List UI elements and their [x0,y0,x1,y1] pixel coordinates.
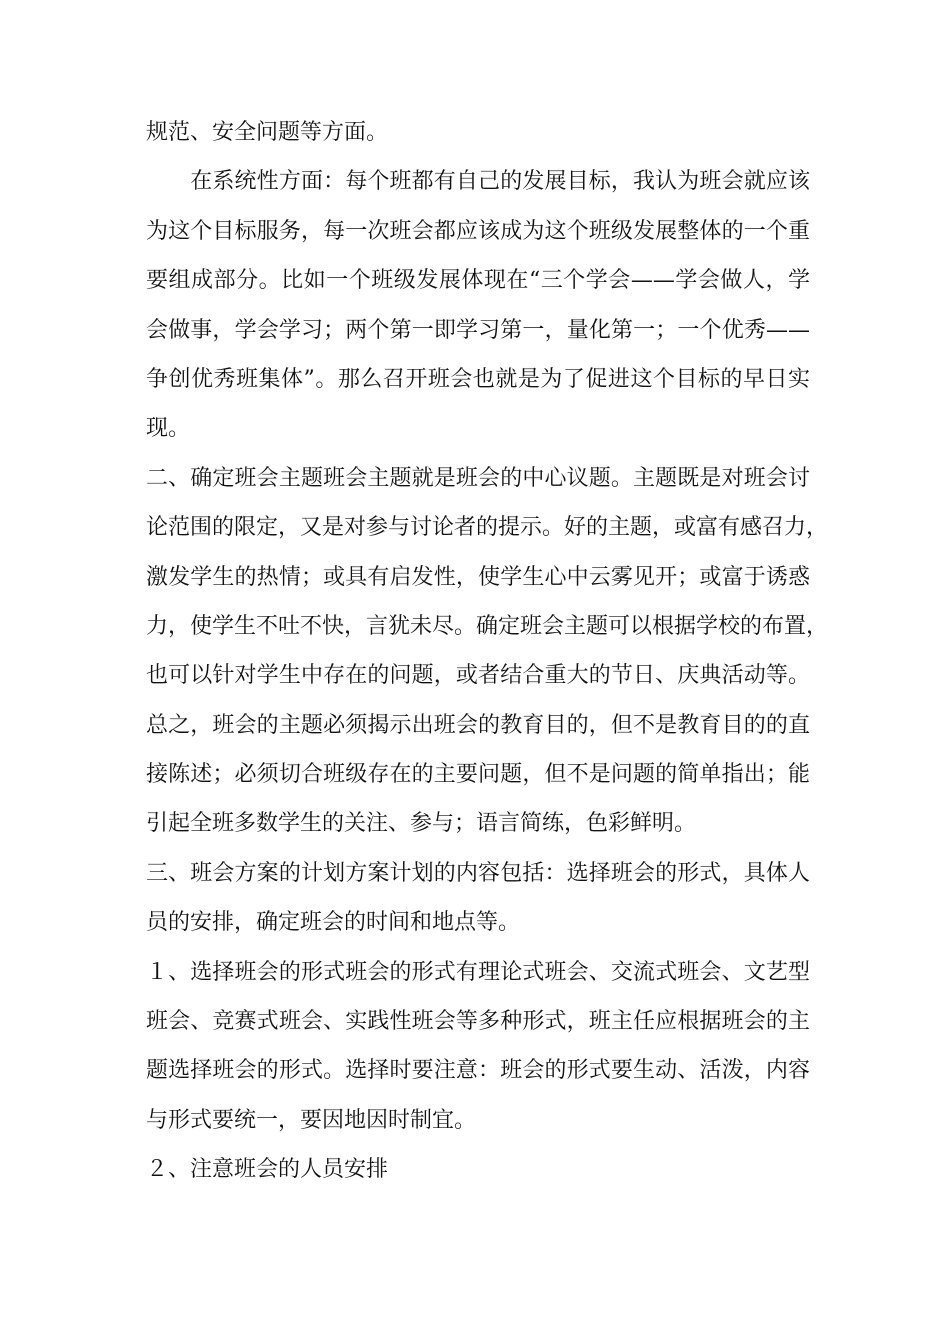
text-line: 论范围的限定，又是对参与讨论者的提示。好的主题，或富有感召力， [146,515,829,541]
text-line: 与形式要统一，要因地因时制宜。 [146,1107,477,1133]
text-line: 二、确定班会主题班会主题就是班会的中心议题。主题既是对班会讨 [146,465,810,491]
text-line: 规范、安全问题等方面。 [146,120,389,145]
document-body [146,108,829,1195]
text-line: 也可以针对学生中存在的问题，或者结合重大的节日、庆典活动等。 [146,663,810,689]
text-line: 要组成部分。比如一个班级发展体现在“三个学会——学会做人，学 [146,268,810,294]
text-line: 总之，班会的主题必须揭示出班会的教育目的，但不是教育目的的直 [146,712,810,738]
text-line: 题选择班会的形式。选择时要注意：班会的形式要生动、活泼，内容 [146,1058,810,1084]
text-line: 会做事，学会学习；两个第一即学习第一，量化第一；一个优秀—— [146,317,810,343]
text-line: 激发学生的热情；或具有启发性，使学生心中云雾见开；或富于诱惑 [146,564,810,590]
text-line: 班会、竞赛式班会、实践性班会等多种形式，班主任应根据班会的主 [146,1009,810,1035]
text-line: 为这个目标服务，每一次班会都应该成为这个班级发展整体的一个重 [146,218,810,244]
text-line: 三、班会方案的计划方案计划的内容包括：选择班会的形式，具体人 [146,860,810,886]
text-line: 力，使学生不吐不快，言犹未尽。确定班会主题可以根据学校的布置， [146,613,829,639]
text-line: 员的安排，确定班会的时间和地点等。 [146,910,521,936]
text-line: １、选择班会的形式班会的形式有理论式班会、交流式班会、文艺型 [146,959,810,985]
text-line: 接陈述；必须切合班级存在的主要问题，但不是问题的简单指出；能 [146,762,810,788]
text-line: ２、注意班会的人员安排 [146,1157,389,1183]
text-line: 在系统性方面：每个班都有自己的发展目标，我认为班会就应该 [146,169,810,195]
text-line: 引起全班多数学生的关注、参与；语言简练，色彩鲜明。 [146,811,697,837]
text-line: 争创优秀班集体”。那么召开班会也就是为了促进这个目标的早日实 [146,366,810,392]
text-line: 现。 [146,416,191,442]
